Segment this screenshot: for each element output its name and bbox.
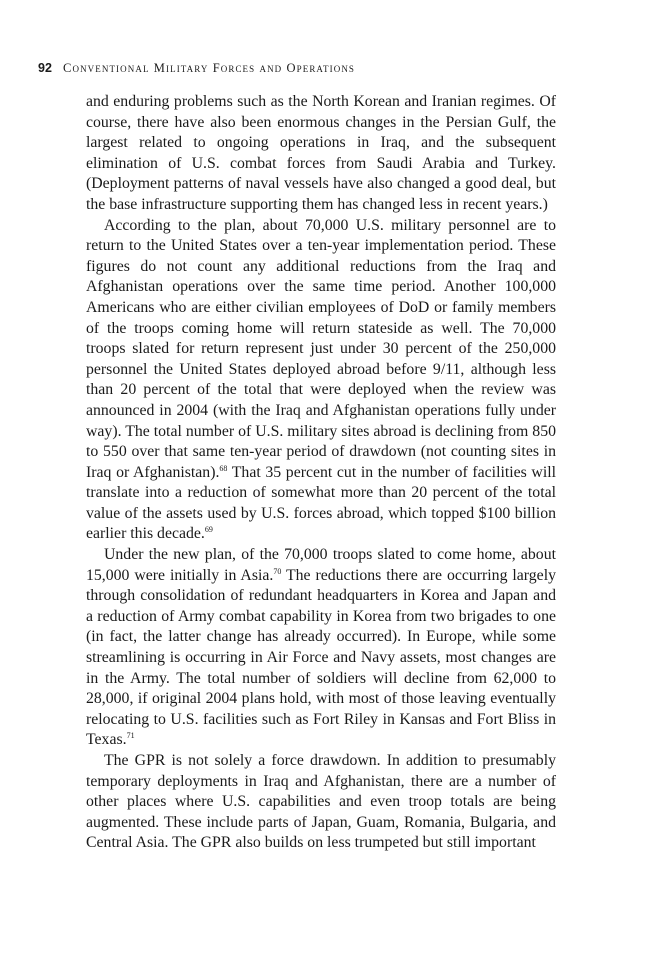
footnote-ref-70: 70: [273, 566, 282, 576]
footnote-ref-69: 69: [204, 525, 213, 535]
paragraph-continued: and enduring problems such as the North Korean and Iranian regimes. Of course, there have also been enormous changes in the Persian Gulf, the largest related to ongoing operations in Iraq, and the subsequent elimination of U.S. combat forces from Saudi Arabia and Turkey. (Deployment patterns of naval vessels have also changed a good deal, but the base infrastructure supporting them has changed less in recent years.): [86, 93, 556, 213]
running-head: [38, 61, 355, 76]
paragraph-text: The reductions there are occurring largely through consolidation of redundant headquarters in Korea and Japan and a reduction of Army combat capability in Korea from two brigades to one (in fact, the latter change has already occurred). In Europe, while some streamlining is occurring in Air Force and Navy assets, most changes are in the Army. The total number of soldiers will decline from 62,000 to 28,000, if original 2004 plans hold, with most of those leaving eventually relocating to U.S. facilities such as Fort Riley in Kansas and Fort Bliss in Texas.: [86, 566, 556, 749]
paragraph-text: That 35 percent cut in the number of facilities will translate into a reduction of somewhat more than 20 percent of the total value of the assets used by U.S. forces abroad, which topped $100 billion earlier this decade.: [86, 463, 556, 543]
body-text: [86, 92, 556, 854]
paragraph-text: According to the plan, about 70,000 U.S. military personnel are to return to the United States over a ten-year implementation period. These figures do not count any additional reductions from the Iraq and Afghanistan operations over the same time period. Another 100,000 Americans who are either civilian employees of DoD or family members of the troops coming home will return stateside as well. The 70,000 troops slated for return represent just under 30 percent of the 250,000 personnel the United States deployed abroad before 9/11, although less than 20 percent of the total that were deployed when the review was announced in 2004 (with the Iraq and Afghanistan operations fully under way). The total number of U.S. military sites abroad is declining from 850 to 550 over that same ten-year period of drawdown (not counting sites in Iraq or Afghanistan).: [86, 216, 556, 481]
paragraph-asia-europe: [86, 545, 556, 751]
footnote-ref-71: 71: [126, 731, 135, 741]
running-title: Conventional Military Forces and Operations: [63, 61, 356, 75]
paragraph-plan-figures: [86, 216, 556, 546]
paragraph-text: Under the new plan, of the 70,000 troops slated to come home, about 15,000 were initially in Asia.: [86, 546, 556, 584]
paragraph-gpr: The GPR is not solely a force drawdown. In addition to presumably temporary deployments in Iraq and Afghanistan, there are a number of other places where U.S. capabilities and even troop totals are being augmented. These include parts of Japan, Guam, Romania, Bulgaria, and Central Asia. The GPR also builds on less trumpeted but still important: [86, 752, 556, 852]
footnote-ref-68: 68: [219, 463, 228, 473]
page-number: 92: [38, 61, 52, 75]
